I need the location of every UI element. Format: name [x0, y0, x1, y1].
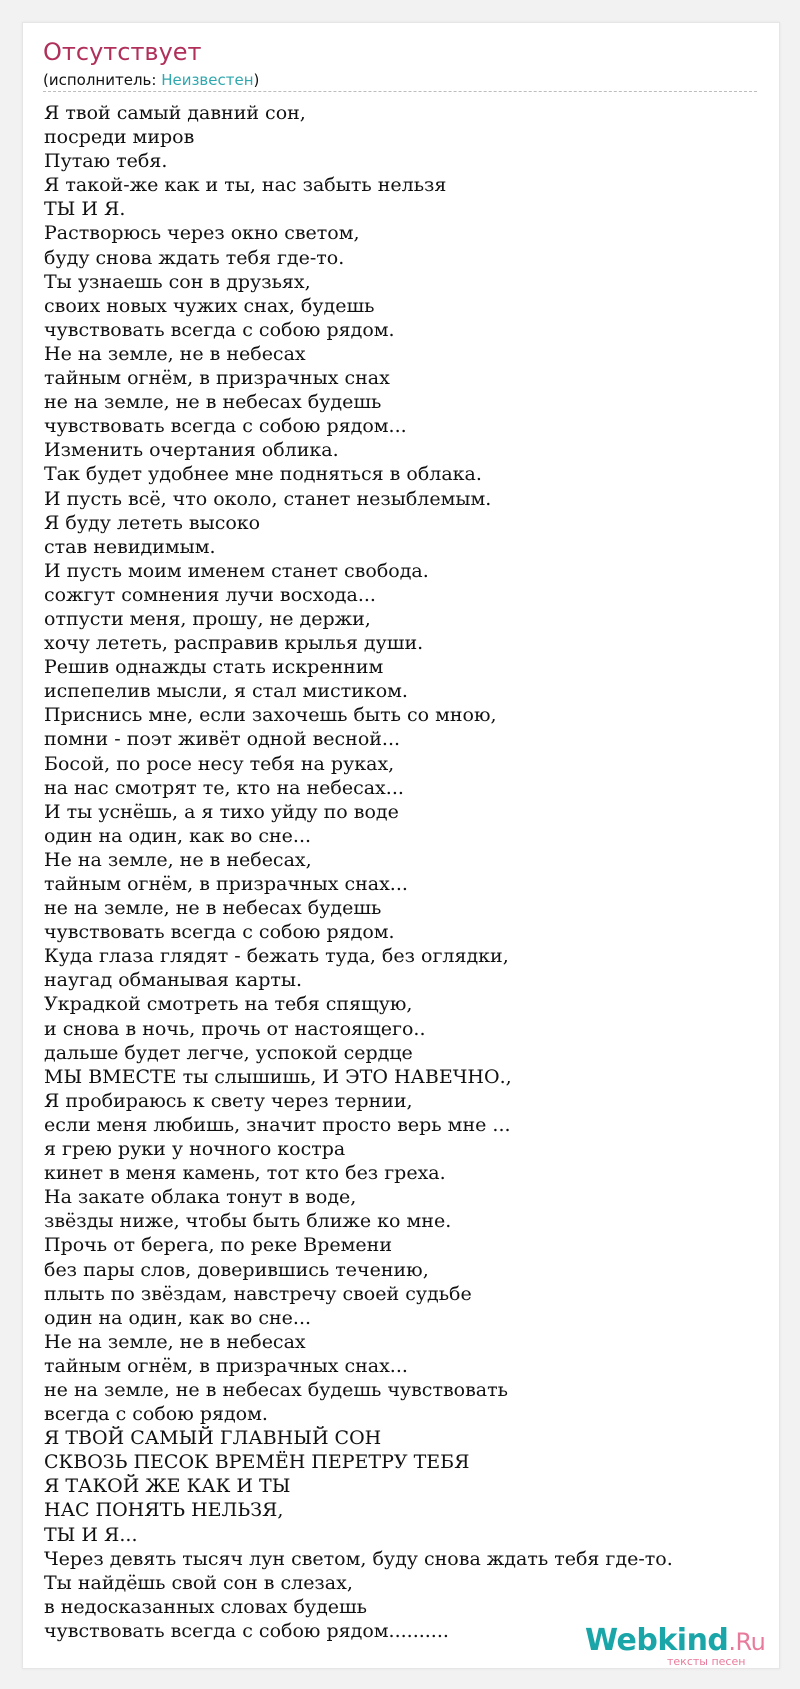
lyric-line: став невидимым. [44, 535, 216, 558]
lyric-line: Не на земле, не в небесах [44, 1330, 306, 1353]
lyric-line: звёзды ниже, чтобы быть ближе ко мне. [44, 1210, 452, 1233]
lyric-line: тайным огнём, в призрачных снах [44, 367, 390, 390]
lyric-line: Прочь от берега, по реке Времени [44, 1234, 392, 1257]
lyric-line: наугад обманывая карты. [44, 969, 303, 992]
lyric-line: я грею руки у ночного костра [44, 1138, 346, 1161]
logo-name: Webkind [585, 1623, 729, 1658]
lyrics-card [22, 22, 780, 1669]
lyric-line: ТЫ И Я... [44, 1523, 138, 1546]
lyric-line: Я ТВОЙ САМЫЙ ГЛАВНЫЙ СОН [44, 1427, 382, 1450]
lyric-line: всегда с собою рядом. [44, 1403, 268, 1426]
song-title: Отсутствует [43, 38, 202, 66]
lyric-line: помни - поэт живёт одной весной... [44, 728, 401, 751]
lyric-line: дальше будет легче, успокой сердце [44, 1041, 413, 1064]
lyric-line: Украдкой смотреть на тебя спящую, [44, 993, 413, 1016]
lyric-line: кинет в меня камень, тот кто без греха. [44, 1162, 446, 1185]
lyric-line: Так будет удобнее мне подняться в облака. [44, 463, 482, 486]
lyric-line: И пусть всё, что около, станет незыблемым. [44, 487, 492, 510]
lyric-line: буду снова ждать тебя где-то. [44, 246, 345, 269]
lyric-line: чувствовать всегда с собою рядом... [44, 415, 407, 438]
lyric-line: чувствовать всегда с собою рядом. [44, 318, 395, 341]
lyric-line: отпусти меня, прошу, не держи, [44, 607, 371, 630]
lyric-line: плыть по звёздам, навстречу своей судьбе [44, 1282, 472, 1305]
lyric-line: Изменить очертания облика. [44, 439, 339, 462]
lyric-line: На закате облака тонут в воде, [44, 1186, 357, 1209]
lyric-line: Я такой-же как и ты, нас забыть нельзя [44, 174, 447, 197]
lyrics-text [44, 101, 764, 1643]
lyric-line: Не на земле, не в небесах, [44, 848, 312, 871]
lyric-line: и снова в ночь, прочь от настоящего.. [44, 1017, 426, 1040]
lyric-line: один на один, как во сне... [44, 824, 312, 847]
lyric-line: Босой, по росе несу тебя на руках, [44, 752, 395, 775]
lyric-line: Я ТАКОЙ ЖЕ КАК И ТЫ [44, 1475, 291, 1498]
lyric-line: на нас смотрят те, кто на небесах... [44, 776, 404, 799]
artist-link[interactable]: Неизвестен [161, 71, 254, 89]
lyric-line: МЫ ВМЕСТЕ ты слышишь, И ЭТО НАВЕЧНО., [44, 1065, 512, 1088]
logo-tagline: тексты песен [667, 1655, 746, 1668]
lyric-line: Я твой самый давний сон, [44, 102, 306, 124]
lyric-line: Решив однажды стать искренним [44, 656, 384, 679]
logo-wordmark [585, 1623, 765, 1658]
lyric-line: не на земле, не в небесах будешь [44, 897, 382, 920]
lyric-line: Ты найдёшь свой сон в слезах, [44, 1571, 353, 1594]
lyric-line: тайным огнём, в призрачных снах... [44, 1354, 408, 1377]
lyric-line: чувствовать всегда с собою рядом.......... [44, 1619, 449, 1642]
lyric-line: в недосказанных словах будешь [44, 1595, 368, 1618]
lyric-line: если меня любишь, значит просто верь мне ... [44, 1113, 511, 1136]
lyric-line: Куда глаза глядят - бежать туда, без оглядки, [44, 945, 509, 968]
lyric-line: ТЫ И Я. [44, 198, 126, 221]
byline-prefix: (исполнитель: [43, 71, 162, 89]
lyric-line: сожгут сомнения лучи восхода... [44, 583, 376, 606]
lyric-line: без пары слов, доверившись течению, [44, 1258, 429, 1281]
lyric-line: И ты уснёшь, а я тихо уйду по воде [44, 800, 399, 823]
lyric-line: НАС ПОНЯТЬ НЕЛЬЗЯ, [44, 1499, 284, 1522]
lyric-line: тайным огнём, в призрачных снах... [44, 873, 408, 895]
lyric-line: Путаю тебя. [44, 150, 168, 173]
lyric-line: Через девять тысяч лун светом, буду снова ждать тебя где-то. [44, 1547, 673, 1570]
lyric-line: хочу лететь, расправив крылья души. [44, 632, 424, 655]
lyric-line: И пусть моим именем станет свобода. [44, 559, 429, 582]
lyric-line: Растворюсь через окно светом, [44, 222, 360, 245]
artist-byline [43, 71, 259, 89]
title-divider [43, 91, 757, 92]
logo-tld: .Ru [728, 1628, 766, 1656]
lyric-line: Я буду лететь высоко [44, 511, 261, 534]
lyric-line: Не на земле, не в небесах [44, 342, 306, 365]
lyric-line: не на земле, не в небесах будешь [44, 391, 382, 414]
lyric-line: СКВОЗЬ ПЕСОК ВРЕМЁН ПЕРЕТРУ ТЕБЯ [44, 1451, 470, 1474]
lyric-line: Я пробираюсь к свету через тернии, [44, 1089, 413, 1112]
lyric-line: испепелив мысли, я стал мистиком. [44, 680, 408, 703]
lyric-line: не на земле, не в небесах будешь чувствовать [44, 1378, 508, 1401]
lyric-line: посреди миров [44, 126, 195, 149]
lyric-line: Приснись мне, если захочешь быть со мною, [44, 704, 497, 727]
webkind-logo [585, 1623, 775, 1667]
lyric-line: своих новых чужих снах, будешь [44, 294, 375, 317]
byline-suffix: ) [253, 71, 260, 89]
lyric-line: чувствовать всегда с собою рядом. [44, 921, 395, 944]
lyric-line: один на один, как во сне... [44, 1306, 312, 1329]
lyric-line: Ты узнаешь сон в друзьях, [44, 270, 311, 293]
